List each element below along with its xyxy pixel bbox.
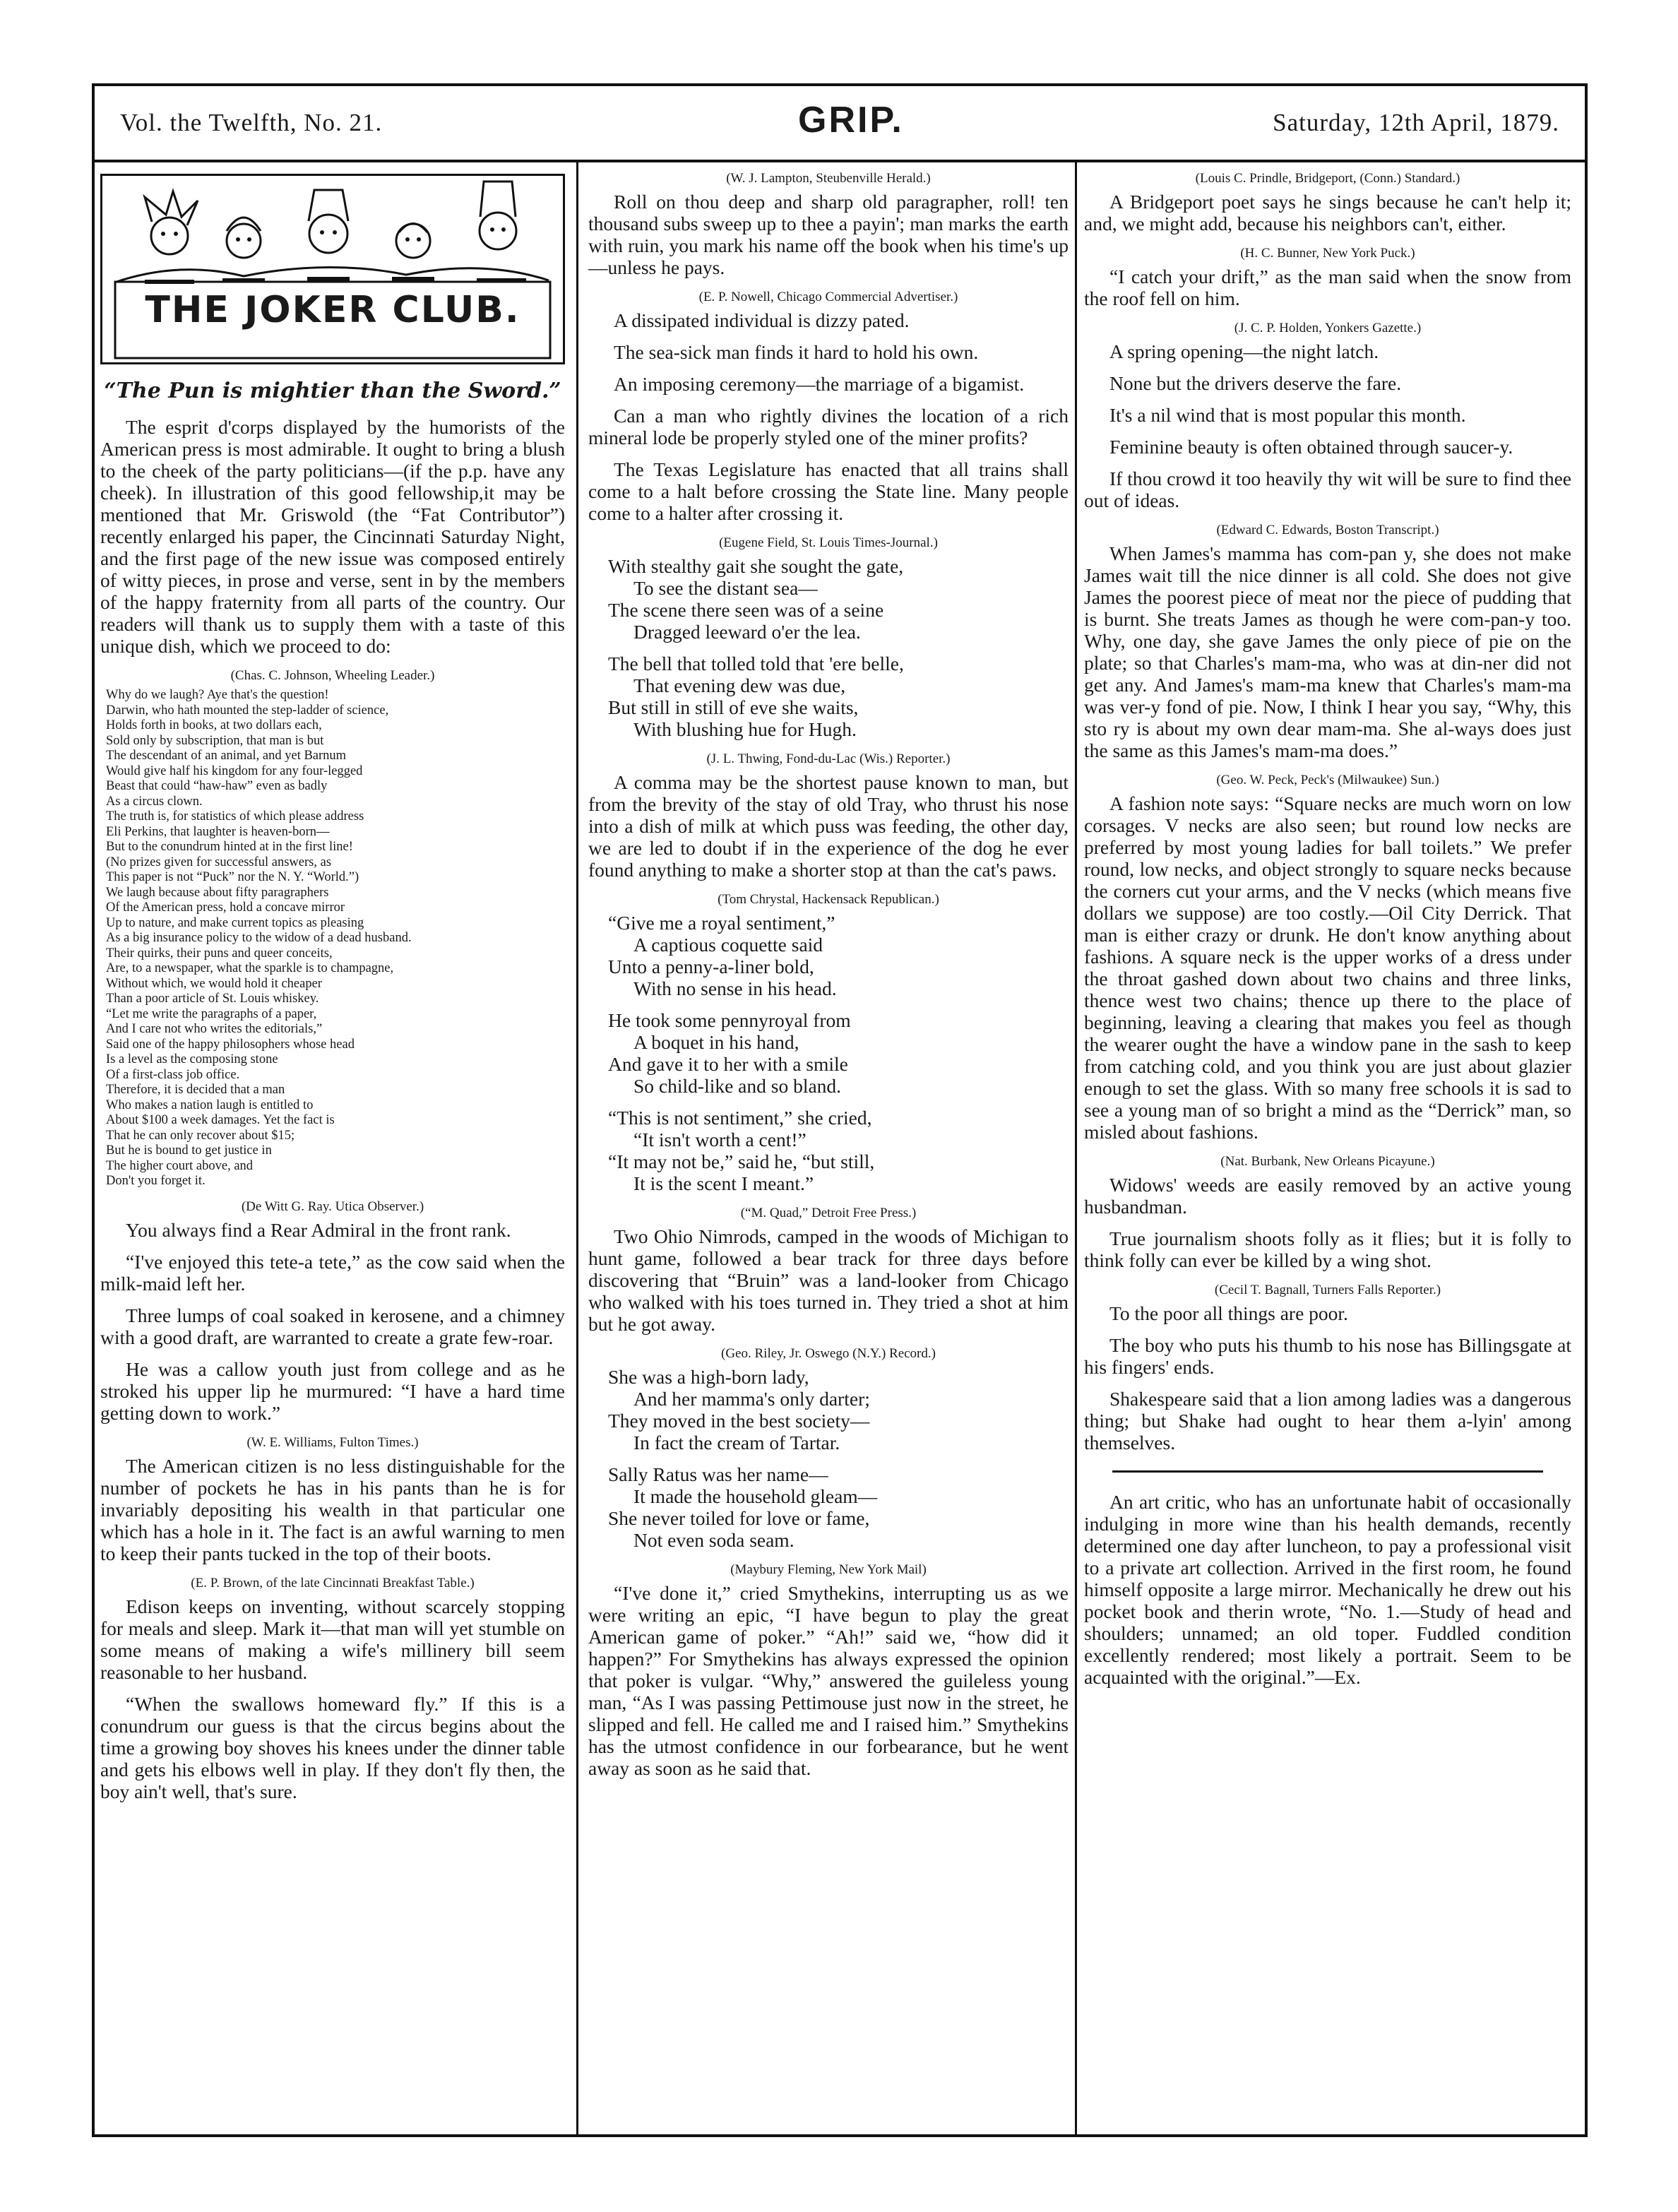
poem-line: Are, to a newspaper, what the sparkle is to champagne,: [106, 961, 394, 975]
publication-title: GRIP.: [798, 100, 904, 141]
paragraph: Widows' weeds are easily removed by an active young husbandman.: [1084, 1174, 1571, 1218]
volume-info: Vol. the Twelfth, No. 21.: [120, 109, 383, 136]
verse-line: “Give me a royal sentiment,”: [608, 912, 835, 934]
paragraph: “I catch your drift,” as the man said when the snow from the roof fell on him.: [1084, 266, 1571, 309]
source-credit: (E. P. Brown, of the late Cincinnati Breakfast Table.): [191, 1575, 475, 1590]
verse-line: She was a high-born lady,: [608, 1366, 809, 1388]
verse-line: “This is not sentiment,” she cried,: [608, 1107, 872, 1129]
poem-line: This paper is not “Puck” nor the N. Y. “World.”): [106, 870, 359, 884]
poem-line: Is a level as the composing stone: [106, 1052, 278, 1066]
paragraph: An art critic, who has an unfortunate habit of occasionally indulging in more wine than his health demands, recently determined one day after luncheon, to pay a professional visit to a private art collection. Arrived in the first room, he found himself opposite a large mirror. Mechanically he drew out his pocket book and therin wrote, “No. 1.—Study of head and shoulders; unnamed; an old toper. Fuddled condition excellently rendered; most likely a portrait. Seem to be acquainted with the original.”—Ex.: [1084, 1491, 1571, 1688]
issue-date: Saturday, 12th April, 1879.: [1273, 109, 1559, 136]
verse-line: And gave it to her with a smile: [608, 1053, 848, 1075]
poem-line: But he is bound to get justice in: [106, 1143, 272, 1158]
verse-line: And her mamma's only darter;: [633, 1388, 870, 1410]
paragraph: It's a nil wind that is most popular this month.: [1109, 404, 1466, 426]
verse-line: With no sense in his head.: [633, 977, 837, 999]
source-credit: (Cecil T. Bagnall, Turners Falls Reporter.): [1214, 1283, 1441, 1297]
verse-stanza: [608, 912, 1069, 999]
source-credit: (Geo. W. Peck, Peck's (Milwaukee) Sun.): [1216, 773, 1439, 787]
source-credit: (Nat. Burbank, New Orleans Picayune.): [1220, 1154, 1435, 1169]
paragraph: A dissipated individual is dizzy pated.: [614, 309, 910, 331]
column-rule-1: [576, 162, 578, 2137]
verse-stanza: [608, 555, 1069, 643]
paragraph: Shakespeare said that a lion among ladies was a dangerous thing; but Shake had ought to hear them a-lyin' among themselves.: [1084, 1388, 1571, 1453]
paragraph: None but the drivers deserve the fare.: [1109, 372, 1402, 394]
paragraph: The American citizen is no less distinguishable for the number of pockets he has in his pants than he is for invariably depositing his wealth in that particular one which has a hole in it. The fact is an awful warning to men to keep their pants tucked in the top of their boots.: [100, 1454, 565, 1564]
poem-line: The truth is, for statistics of which please address: [106, 809, 364, 823]
source-credit: (H. C. Bunner, New York Puck.): [1240, 246, 1415, 261]
paragraph: Edison keeps on inventing, without scarcely stopping for meals and sleep. Mark it—that man will yet stumble on some means of making a wife's millinery bill seem reasonable to her husband.: [100, 1595, 565, 1683]
poem-line: That he can only recover about $15;: [106, 1128, 295, 1143]
poem-line: And I care not who writes the editorials,”: [106, 1022, 323, 1036]
poem-line: Than a poor article of St. Louis whiskey.: [106, 992, 319, 1006]
paragraph: Three lumps of coal soaked in kerosene, and a chimney with a good draft, are warranted to create a grate few-roar.: [100, 1304, 565, 1348]
poem-line: We laugh because about fifty paragraphers: [106, 885, 329, 900]
verse-stanza: [608, 1463, 1069, 1551]
source-credit: (Eugene Field, St. Louis Times-Journal.): [719, 535, 938, 550]
paragraph: To the poor all things are poor.: [1109, 1302, 1348, 1324]
verse-line: Unto a penny-a-liner bold,: [608, 956, 814, 977]
verse-line: To see the distant sea—: [633, 577, 818, 599]
paragraph: A fashion note says: “Square necks are much worn on low corsages. V necks are also seen; but round low necks are preferred by most young ladies for ball toilets.” We prefer round, low necks, and object strongly to square necks because the corners cut your arms, and the V necks (which means five dollars we suppose) are too costly.—Oil City Derrick. That man is either crazy or drunk. He don't know anything about fashions. A square neck is the upper works of a dress under the throat gashed down about two chains and three links, thence west two chains; thence up there to the place of beginning, leaving a clearing that makes you feel as though the wearer ought the have a window pane in the sash to keep from catching cold, and you think you are just about glazier enough to set the glass. With so many free schools it is sad to see a young man of so bright a mind as the “Derrick” man, so misled about fashions.: [1084, 792, 1571, 1143]
poem-line: The higher court above, and: [106, 1158, 254, 1173]
poem-line: Beast that could “haw-haw” even as badly: [106, 779, 328, 793]
source-credit: (Louis C. Prindle, Bridgeport, (Conn.) Standard.): [1195, 171, 1460, 186]
verse-line: They moved in the best society—: [608, 1410, 870, 1432]
source-credit: (J. L. Thwing, Fond-du-Lac (Wis.) Reporter.): [706, 751, 951, 766]
poem-line: Don't you forget it.: [106, 1174, 206, 1188]
paragraph: He was a callow youth just from college and as he stroked his upper lip he murmured: “I have a hard time getting down to work.”: [100, 1357, 565, 1424]
masthead-rule: [92, 160, 1588, 162]
source-credit: (E. P. Nowell, Chicago Commercial Advertiser.): [698, 290, 958, 304]
logo-title: THE JOKER CLUB.: [145, 289, 520, 331]
paragraph: If thou crowd it too heavily thy wit will be sure to find thee out of ideas.: [1084, 468, 1571, 511]
poem-line: Would give half his kingdom for any four-legged: [106, 763, 363, 778]
paragraph: The Texas Legislature has enacted that all trains shall come to a halt before crossing the State line. Many people come to a halter after crossing it.: [588, 458, 1069, 524]
poem-line: Their quirks, their puns and queer conceits,: [106, 946, 333, 961]
poem-line: As a big insurance policy to the widow of a dead husband.: [106, 931, 412, 945]
source-credit: (Tom Chrystal, Hackensack Republican.): [718, 892, 939, 907]
poem-line: Without which, we would hold it cheaper: [106, 976, 322, 991]
poem-line: Eli Perkins, that laughter is heaven-born—: [106, 824, 330, 839]
paragraph: You always find a Rear Admiral in the front rank.: [126, 1218, 511, 1241]
paragraph: “I've done it,” cried Smythekins, interrupting us as we were writing an epic, “I have begun to play the great American game of poker.” “Ah!” said we, “how did it happen?” For Smythekins has always expressed the opinion that poker is vulgar. “Why,” answered the guileless young man, “As I was passing Pettimouse just now in the street, he slipped and fell. He called me and I raised him.” Smythekins has the utmost confidence in our forbearance, but he went away as soon as he said that.: [588, 1582, 1069, 1779]
source-credit: (De Witt G. Ray. Utica Observer.): [241, 1199, 424, 1214]
verse-line: Dragged leeward o'er the lea.: [633, 621, 861, 643]
column-2: [588, 170, 1069, 2126]
verse-line: He took some pennyroyal from: [608, 1009, 851, 1031]
verse-line: “It may not be,” said he, “but still,: [608, 1150, 875, 1172]
verse-line: A boquet in his hand,: [633, 1031, 799, 1053]
column-3: [1084, 170, 1571, 2126]
laugh-poem: [106, 688, 565, 1189]
poem-line: Why do we laugh? Aye that's the question!: [106, 688, 329, 702]
verse-line: That evening dew was due,: [633, 674, 846, 696]
paragraph: Two Ohio Nimrods, camped in the woods of Michigan to hunt game, followed a bear track for three days before discovering that “Bruin” was a land-looker from Chicago who walked with his toes turned in. They tried a shot at him but he got away.: [588, 1225, 1069, 1335]
masthead: [92, 83, 1588, 162]
paragraph: “I've enjoyed this tete-a tete,” as the cow said when the milk-maid left her.: [100, 1250, 565, 1295]
paragraph: A spring opening—the night latch.: [1109, 340, 1379, 362]
verse-line: “It isn't worth a cent!”: [633, 1129, 807, 1150]
verse-line: A captious coquette said: [633, 934, 823, 956]
poem-line: Of the American press, hold a concave mirror: [106, 900, 345, 915]
source-credit: (Geo. Riley, Jr. Oswego (N.Y.) Record.): [721, 1346, 936, 1361]
verse-line: The scene there seen was of a seine: [608, 599, 884, 621]
verse-line: It is the scent I meant.”: [633, 1172, 814, 1194]
source-credit: (Edward C. Edwards, Boston Transcript.): [1216, 523, 1439, 537]
paragraph: The sea-sick man finds it hard to hold his own.: [614, 341, 979, 363]
poem-line: About $100 a week damages. Yet the fact is: [106, 1113, 335, 1127]
poem-line: Sold only by subscription, that man is but: [106, 733, 324, 748]
verse-stanza: [608, 1009, 1069, 1097]
poem-line: As a circus clown.: [106, 794, 203, 809]
verse-line: She never toiled for love or fame,: [608, 1507, 870, 1529]
verse-stanza: [608, 653, 1069, 740]
paragraph: True journalism shoots folly as it flies; but it is folly to think folly can ever be killed by a wing shot.: [1084, 1227, 1571, 1271]
poem-line: But to the conundrum hinted at in the first line!: [106, 840, 353, 854]
verse-line: Sally Ratus was her name—: [608, 1463, 828, 1485]
paragraph: An imposing ceremony—the marriage of a bigamist.: [614, 373, 1025, 395]
paragraph: Roll on thou deep and sharp old paragrapher, roll! ten thousand subs sweep up to thee a payin'; man marks the earth with ruin, you mark his name off the book when his time's up—unless he pays.: [588, 191, 1069, 278]
paragraph: Can a man who rightly divines the location of a rich mineral lode be properly styled one of the miner profits?: [588, 405, 1069, 448]
intro-paragraph: The esprit d'corps displayed by the humorists of the American press is most admirable. It ought to bring a blush to the cheek of the party politicians—(if the p.p. have any cheek). In illustration of this good fellowship,it may be mentioned that Mr. Griswold (the “Fat Contributor”) recently enlarged his paper, the Cincinnati Saturday Night, and the first page of the new issue was composed entirely of witty pieces, in prose and verse, sent in by the members of the happy fraternity from all parts of the country. Our readers will thank us to supply them with a taste of this unique dish, which we proceed to do:: [100, 416, 565, 657]
poem-line: Darwin, who hath mounted the step-ladder of science,: [106, 703, 389, 718]
joker-club-logo: [100, 174, 565, 364]
poem-line: Holds forth in books, at two dollars each,: [106, 718, 322, 732]
verse-line: With blushing hue for Hugh.: [633, 718, 857, 740]
column-rule-2: [1075, 162, 1077, 2137]
verse-line: With stealthy gait she sought the gate,: [608, 555, 904, 577]
paragraph: “When the swallows homeward fly.” If this is a conundrum our guess is that the circus begins about the time a growing boy shoves his knees under the dinner table and gets his elbows well in play. If they don't fly then, the boy ain't well, that's sure.: [100, 1692, 565, 1802]
source-credit: (Maybury Fleming, New York Mail): [730, 1562, 927, 1577]
paragraph: A Bridgeport poet says he sings because he can't help it; and, we might add, because his neighbors can't, either.: [1084, 191, 1571, 234]
verse-line: The bell that tolled told that 'ere belle,: [608, 653, 904, 674]
verse-line: So child-like and so bland.: [633, 1075, 842, 1097]
section-divider: [1112, 1470, 1543, 1473]
poem-line: “Let me write the paragraphs of a paper,: [106, 1006, 317, 1021]
jokers-illustration-icon: [102, 176, 563, 362]
verse-line: It made the household gleam—: [633, 1485, 878, 1507]
club-motto: “The Pun is mightier than the Sword.”: [104, 379, 561, 403]
source-credit: (J. C. P. Holden, Yonkers Gazette.): [1234, 321, 1422, 335]
paragraph: Feminine beauty is often obtained through saucer-y.: [1109, 436, 1513, 458]
verse-line: In fact the cream of Tartar.: [633, 1432, 840, 1453]
poem-line: Who makes a nation laugh is entitled to: [106, 1098, 314, 1112]
verse-line: But still in still of eve she waits,: [608, 696, 859, 718]
paragraph: The boy who puts his thumb to his nose has Billingsgate at his fingers' ends.: [1084, 1334, 1571, 1378]
poem-line: Said one of the happy philosophers whose head: [106, 1037, 355, 1052]
source-credit: (W. J. Lampton, Steubenville Herald.): [726, 171, 931, 186]
paragraph: When James's mamma has com-pan y, she does not make James wait till the nice dinner is all cold. She does not give James the poorest piece of meat nor the piece of pudding that is burnt. She treats James as though he were com-pan-y too. Why, one day, she gave James the only piece of pie on the plate; so that Charles's mam-ma, who was at din-ner did not get any. And James's mam-ma knew that Charles's mam-ma was ver-y fond of pie. Now, I think I hear you say, “Why, this sto ry is about my own dear mam-ma. She al-ways does just the same as this James's mam-ma does.”: [1084, 542, 1571, 761]
poem-line: Up to nature, and make current topics as pleasing: [106, 915, 364, 930]
poem-line: Therefore, it is decided that a man: [106, 1083, 285, 1097]
poem-line: Of a first-class job office.: [106, 1067, 240, 1082]
paragraph: A comma may be the shortest pause known to man, but from the brevity of the stay of old Tray, who thrust his nose into a dish of milk at which puss was feeding, the other day, we are led to doubt if in the experience of the dog he ever found anything to make a shorter stop at than the cat's paws.: [588, 771, 1069, 881]
column-1: [100, 170, 565, 2126]
verse-line: Not even soda seam.: [633, 1529, 795, 1551]
poem-line: The descendant of an animal, and yet Barnum: [106, 749, 347, 763]
verse-stanza: [608, 1107, 1069, 1194]
verse-stanza: [608, 1366, 1069, 1453]
source-credit: (Chas. C. Johnson, Wheeling Leader.): [230, 668, 435, 683]
source-credit: (W. E. Williams, Fulton Times.): [246, 1434, 419, 1450]
poem-line: (No prizes given for successful answers, as: [106, 855, 332, 869]
source-credit: (“M. Quad,” Detroit Free Press.): [740, 1206, 917, 1220]
